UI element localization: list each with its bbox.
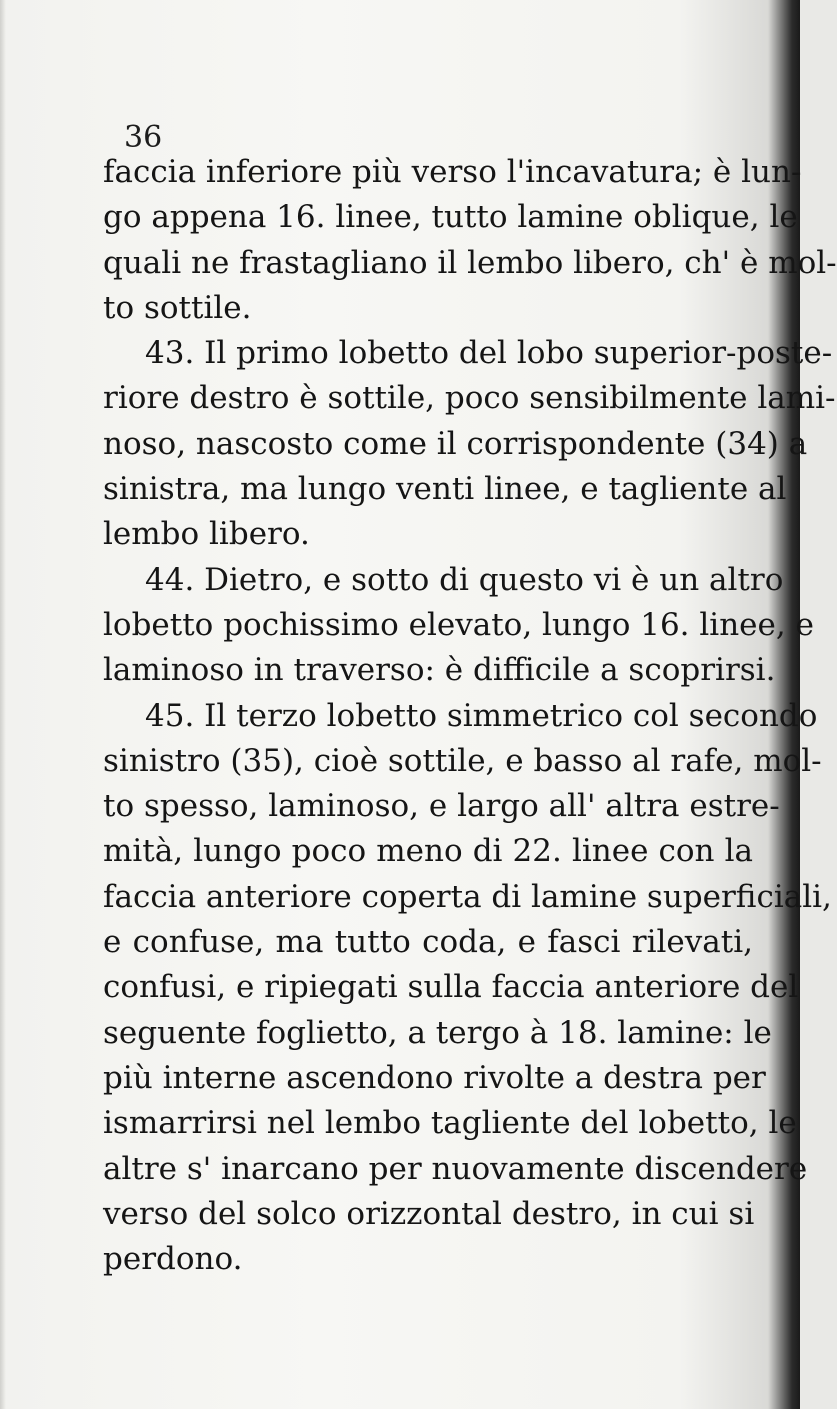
paragraph-44-start: 44. Dietro, e sotto di questo vi è un altro [145, 561, 784, 598]
text-line: verso del solco orizzontal destro, in cui si [103, 1195, 755, 1232]
text-line: confusi, e ripiegati sulla faccia anteriore del [103, 969, 799, 1006]
text-line: go appena 16. linee, tutto lamine oblique, le [103, 199, 798, 236]
text-line: ismarrirsi nel lembo tagliente del lobetto, le [103, 1105, 797, 1142]
text-line: quali ne frastagliano il lembo libero, ch' è mol- [103, 244, 837, 281]
text-line: faccia anteriore coperta di lamine superficiali, [103, 878, 832, 915]
text-line: to sottile. [103, 289, 252, 326]
text-line: sinistro (35), cioè sottile, e basso al rafe, mol- [103, 742, 822, 779]
text-line: riore destro è sottile, poco sensibilmente lami- [103, 380, 836, 417]
page-gutter-shadow [0, 0, 6, 1409]
text-line: e confuse, ma tutto coda, e fasci rilevati, [103, 924, 753, 961]
text-line: sinistra, ma lungo venti linee, e tagliente al [103, 471, 787, 508]
text-line: to spesso, laminoso, e largo all' altra estre- [103, 788, 780, 825]
text-line: perdono. [103, 1241, 243, 1278]
text-line: laminoso in traverso: è difficile a scoprirsi. [103, 652, 776, 689]
text-line: più interne ascendono rivolte a destra per [103, 1059, 766, 1096]
text-line: altre s' inarcano per nuovamente discendere [103, 1150, 808, 1187]
text-line: mità, lungo poco meno di 22. linee con la [103, 833, 753, 870]
paragraph-43-start: 43. Il primo lobetto del lobo superior-poste- [145, 335, 833, 372]
text-line: noso, nascosto come il corrispondente (34) a [103, 425, 808, 462]
text-line: seguente foglietto, a tergo à 18. lamine: le [103, 1014, 772, 1051]
paragraph-45-start: 45. Il terzo lobetto simmetrico col secondo [145, 697, 818, 734]
text-line: lobetto pochissimo elevato, lungo 16. linee, e [103, 606, 814, 643]
body-text [103, 150, 837, 1282]
page-number: 36 [124, 120, 163, 155]
text-line: faccia inferiore più verso l'incavatura; è lun- [103, 154, 802, 190]
text-line: lembo libero. [103, 516, 310, 553]
